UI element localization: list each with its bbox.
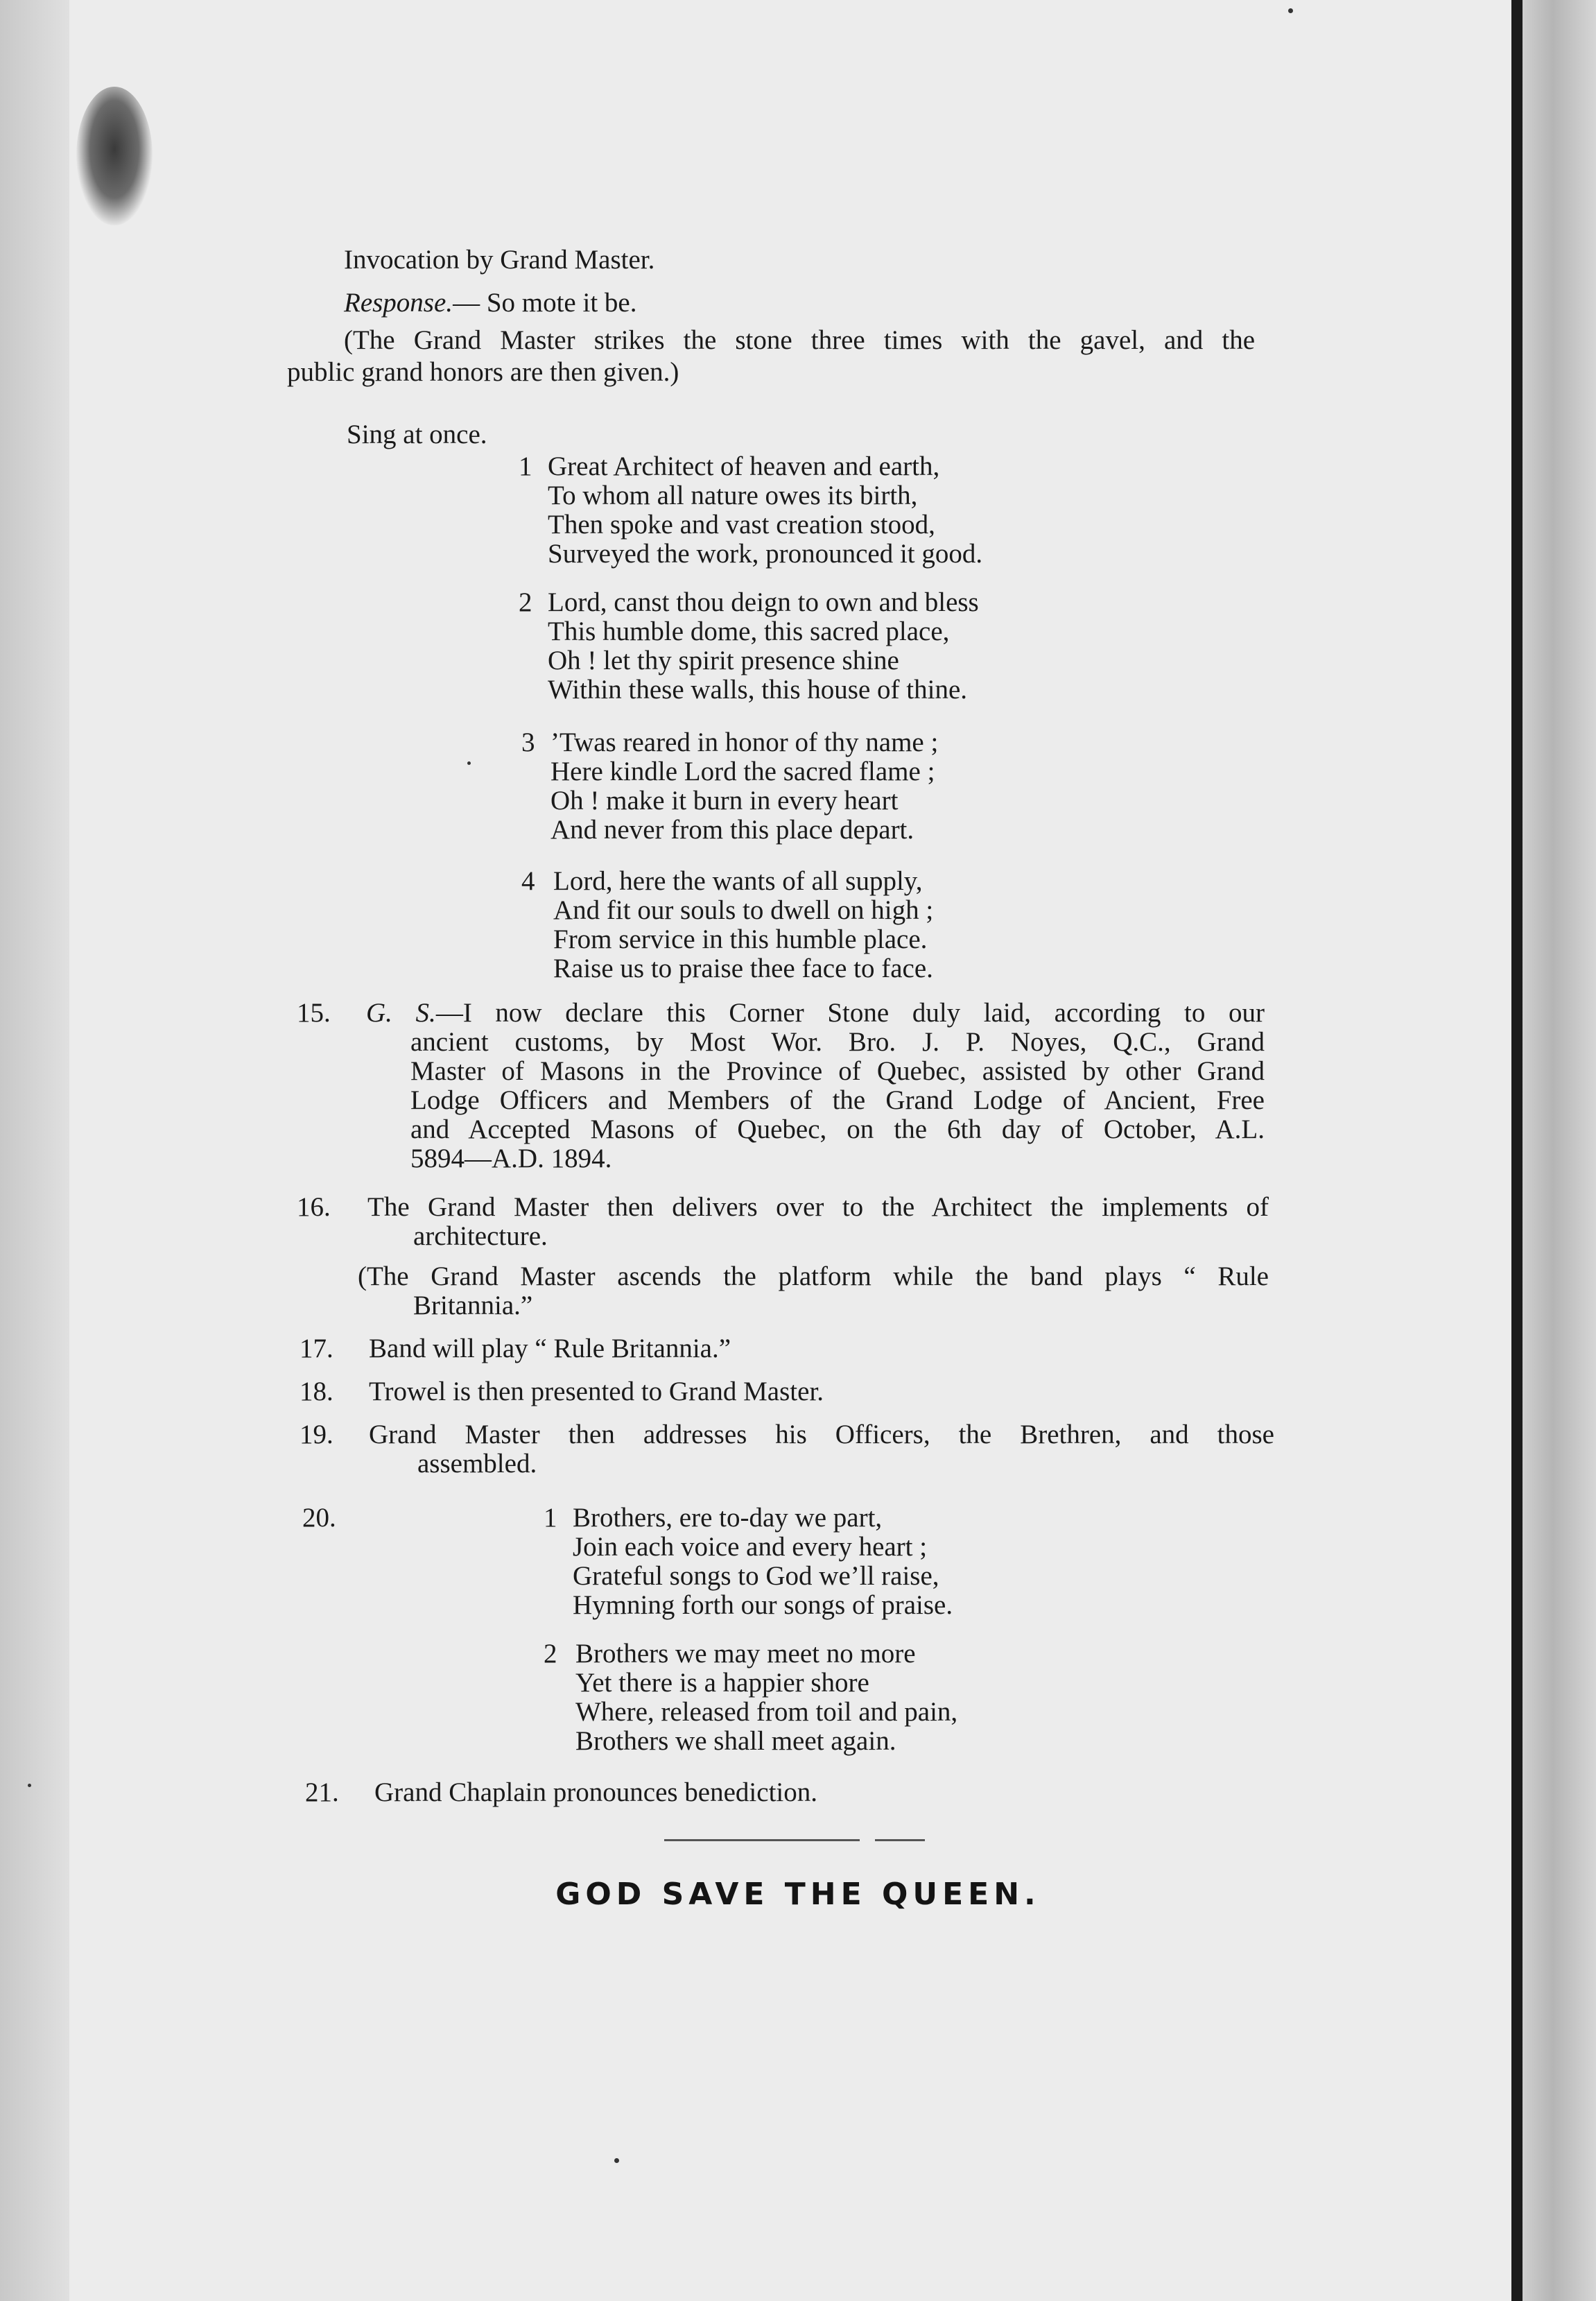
closing-title: GOD SAVE THE QUEEN.: [555, 1877, 1041, 1912]
item-15-line-1: [366, 997, 1265, 1029]
item-16-note-line-1: (The Grand Master ascends the platform while the band plays “ Rule: [358, 1261, 1269, 1291]
hymn-line: Join each voice and every heart ;: [573, 1532, 928, 1562]
hymn-line: Lord, canst thou deign to own and bless: [548, 587, 979, 617]
item-16-line-1: The Grand Master then delivers over to the Architect the implements of: [367, 1192, 1269, 1222]
hymn-line: Brothers we shall meet again.: [575, 1726, 896, 1756]
hymn-line: Lord, here the wants of all supply,: [553, 866, 923, 896]
hymn-line: Oh ! make it burn in every heart: [550, 786, 899, 816]
ink-speck: [467, 761, 471, 765]
item-15-speaker: G. S.: [366, 998, 436, 1028]
item-number: 17.: [300, 1334, 333, 1363]
item-15-line-6: 5894—A.D. 1894.: [410, 1144, 612, 1173]
hymn-line: ’Twas reared in honor of thy name ;: [550, 727, 939, 757]
sing-intro: Sing at once.: [347, 420, 487, 449]
item-19-line-1: Grand Master then addresses his Officers, the Brethren, and those: [369, 1420, 1274, 1449]
page-binding-edge: [1511, 0, 1596, 2301]
hymn-line: Oh ! let thy spirit presence shine: [548, 646, 899, 675]
hymn-line: Hymning forth our songs of praise.: [573, 1590, 953, 1620]
hymn-line: Brothers we may meet no more: [575, 1639, 916, 1669]
item-number: 15.: [297, 998, 331, 1028]
item-16-note-line-2: Britannia.”: [413, 1291, 533, 1320]
item-15-line-2: ancient customs, by Most Wor. Bro. J. P. Noyes, Q.C., Grand: [410, 1027, 1265, 1057]
hymn-verse-number: 4: [521, 866, 535, 896]
invocation-note-line-2: public grand honors are then given.): [287, 357, 679, 387]
hymn-verse-number: 1: [544, 1503, 557, 1533]
item-21-text: Grand Chaplain pronounces benediction.: [374, 1777, 817, 1807]
item-15-line-5: and Accepted Masons of Quebec, on the 6th day of October, A.L.: [410, 1114, 1265, 1144]
hymn-line: And never from this place depart.: [550, 815, 914, 845]
ink-speck: [28, 1784, 31, 1787]
hymn-verse-number: 1: [519, 451, 532, 481]
item-number: 18.: [300, 1377, 333, 1406]
item-15-text: —I now declare this Corner Stone duly laid, according to our: [435, 998, 1265, 1028]
hymn-line: Surveyed the work, pronounced it good.: [548, 539, 983, 569]
item-number: 21.: [305, 1777, 339, 1807]
item-18-text: Trowel is then presented to Grand Master.: [369, 1377, 824, 1406]
hymn-line: Great Architect of heaven and earth,: [548, 451, 940, 481]
item-number: 19.: [300, 1420, 333, 1449]
hymn-line: Then spoke and vast creation stood,: [548, 510, 935, 540]
hymn-line: Yet there is a happier shore: [575, 1668, 869, 1698]
item-17-text: Band will play “ Rule Britannia.”: [369, 1334, 731, 1363]
ink-speck: [1288, 8, 1293, 13]
invocation-note-line-1: (The Grand Master strikes the stone three times with the gavel, and the: [344, 325, 1255, 355]
ink-speck: [614, 2158, 619, 2163]
item-19-line-2: assembled.: [417, 1449, 537, 1479]
hymn-verse-number: 2: [519, 587, 532, 617]
hymn-line: Raise us to praise thee face to face.: [553, 954, 933, 983]
item-16-line-2: architecture.: [413, 1221, 548, 1251]
invocation-title: Invocation by Grand Master.: [344, 245, 655, 275]
item-15-line-3: Master of Masons in the Province of Quebec, assisted by other Grand: [410, 1056, 1265, 1086]
hymn-line: Grateful songs to God we’ll raise,: [573, 1561, 939, 1591]
hymn-line: Where, released from toil and pain,: [575, 1697, 958, 1727]
hymn-line: Here kindle Lord the sacred flame ;: [550, 757, 935, 786]
item-number: 16.: [297, 1192, 331, 1222]
ink-blot: [76, 87, 153, 225]
left-margin: [0, 0, 69, 2301]
hymn-verse-number: 2: [544, 1639, 557, 1669]
item-number: 20.: [302, 1503, 336, 1533]
hymn-line: This humble dome, this sacred place,: [548, 617, 950, 646]
hymn-line: And fit our souls to dwell on high ;: [553, 895, 934, 925]
item-15-line-4: Lodge Officers and Members of the Grand Lodge of Ancient, Free: [410, 1085, 1265, 1115]
hymn-line: Within these walls, this house of thine.: [548, 675, 968, 705]
hymn-line: To whom all nature owes its birth,: [548, 481, 918, 510]
hymn-verse-number: 3: [521, 727, 535, 757]
hymn-line: Brothers, ere to-day we part,: [573, 1503, 883, 1533]
response-label: Response.: [344, 288, 453, 318]
separator-rule: [875, 1839, 925, 1841]
response-text: — So mote it be.: [453, 288, 637, 318]
response-line: [344, 287, 636, 319]
hymn-line: From service in this humble place.: [553, 924, 928, 954]
separator-rule: [664, 1839, 860, 1841]
